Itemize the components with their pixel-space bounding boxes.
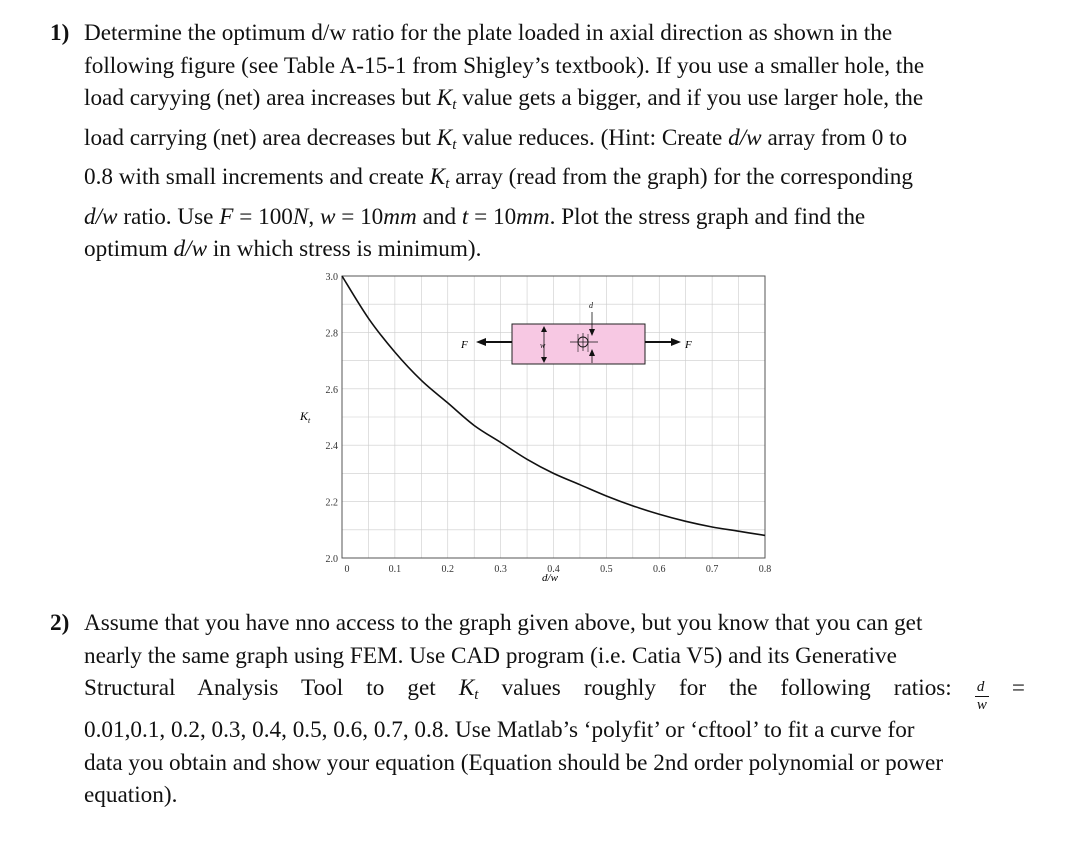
x-tick-label: 0.1 [388, 564, 402, 575]
x-axis-label: d/w [542, 572, 558, 584]
question-2-number: 2) [50, 610, 70, 636]
x-tick-label: 0.3 [494, 564, 507, 575]
left-force-arrowhead [476, 338, 486, 346]
question-1-text [84, 17, 1025, 266]
x-tick-label: 0.4 [547, 564, 560, 575]
x-tick-label: 0.2 [441, 564, 454, 575]
question-2 [50, 607, 1025, 812]
y-tick-label: 2.0 [325, 554, 338, 565]
q1-line-3: load caryying (net) area increases but $K_t$ value gets a bigger, and if you use larger hole, the [84, 85, 924, 113]
y-axis-label: $K_t$ [300, 409, 311, 425]
q1-line-2: following figure (see Table A-15-1 from Shigley’s textbook). If you use a smaller hole, the [84, 52, 925, 79]
question-1-number: 1) [50, 20, 70, 46]
kt-chart [290, 262, 790, 592]
q1-line-5: 0.8 with small increments and create $K_t$ array (read from the graph) for the corresponding [84, 164, 913, 192]
q2-line-3: Structural Analysis Tool to get $K_t$ values roughly for the following ratios: $\frac{d}{w}$ = [84, 675, 1025, 713]
y-tick-label: 3.0 [325, 272, 338, 283]
chart-grid [342, 276, 765, 558]
right-force-arrowhead [671, 338, 681, 346]
right-force-label: F [685, 339, 692, 351]
q1-line-6: d/w ratio. Use F = 100N, w = 10mm and t = 10mm. Plot the stress graph and find the [84, 203, 866, 230]
q1-line-4: load carrying (net) area decreases but $K_t$ value reduces. (Hint: Create d/w array from 0 to [84, 124, 908, 153]
y-tick-label: 2.6 [325, 384, 338, 396]
x-tick-label: 0.5 [600, 564, 613, 575]
y-tick-label: 2.4 [325, 441, 338, 453]
q1-line-7: optimum d/w in which stress is minimum). [84, 236, 482, 262]
x-tick-label: 0.8 [758, 564, 772, 575]
q2-line-5: data you obtain and show your equation (Equation should be 2nd order polynomial or power [84, 749, 944, 776]
y-tick-label: 2.8 [325, 328, 338, 340]
x-tick-label: 0 [344, 564, 350, 575]
q2-line-4: 0.01,0.1, 0.2, 0.3, 0.4, 0.5, 0.6, 0.7, 0.8. Use Matlab’s ‘polyfit’ or ‘cftool’ to fit a curve for [84, 717, 915, 743]
left-force-label: F [461, 339, 468, 351]
d-over-w-fraction: $\frac{d}{w}$ [976, 679, 987, 713]
q2-line-2: nearly the same graph using FEM. Use CAD program (i.e. Catia V5) and its Generative [84, 642, 897, 669]
q2-line-6: equation). [84, 782, 178, 808]
width-label: w [540, 341, 546, 350]
q1-line-1: Determine the optimum d/w ratio for the plate loaded in axial direction as shown in the [84, 20, 893, 46]
x-tick-label: 0.6 [653, 564, 666, 575]
y-tick-label: 2.2 [325, 497, 338, 509]
question-2-text [84, 607, 1025, 812]
question-1 [50, 17, 1025, 266]
diameter-label: d [589, 301, 593, 310]
q2-line-1: Assume that you have nno access to the graph given above, but you know that you can get [84, 610, 923, 636]
x-tick-label: 0.7 [705, 564, 719, 575]
